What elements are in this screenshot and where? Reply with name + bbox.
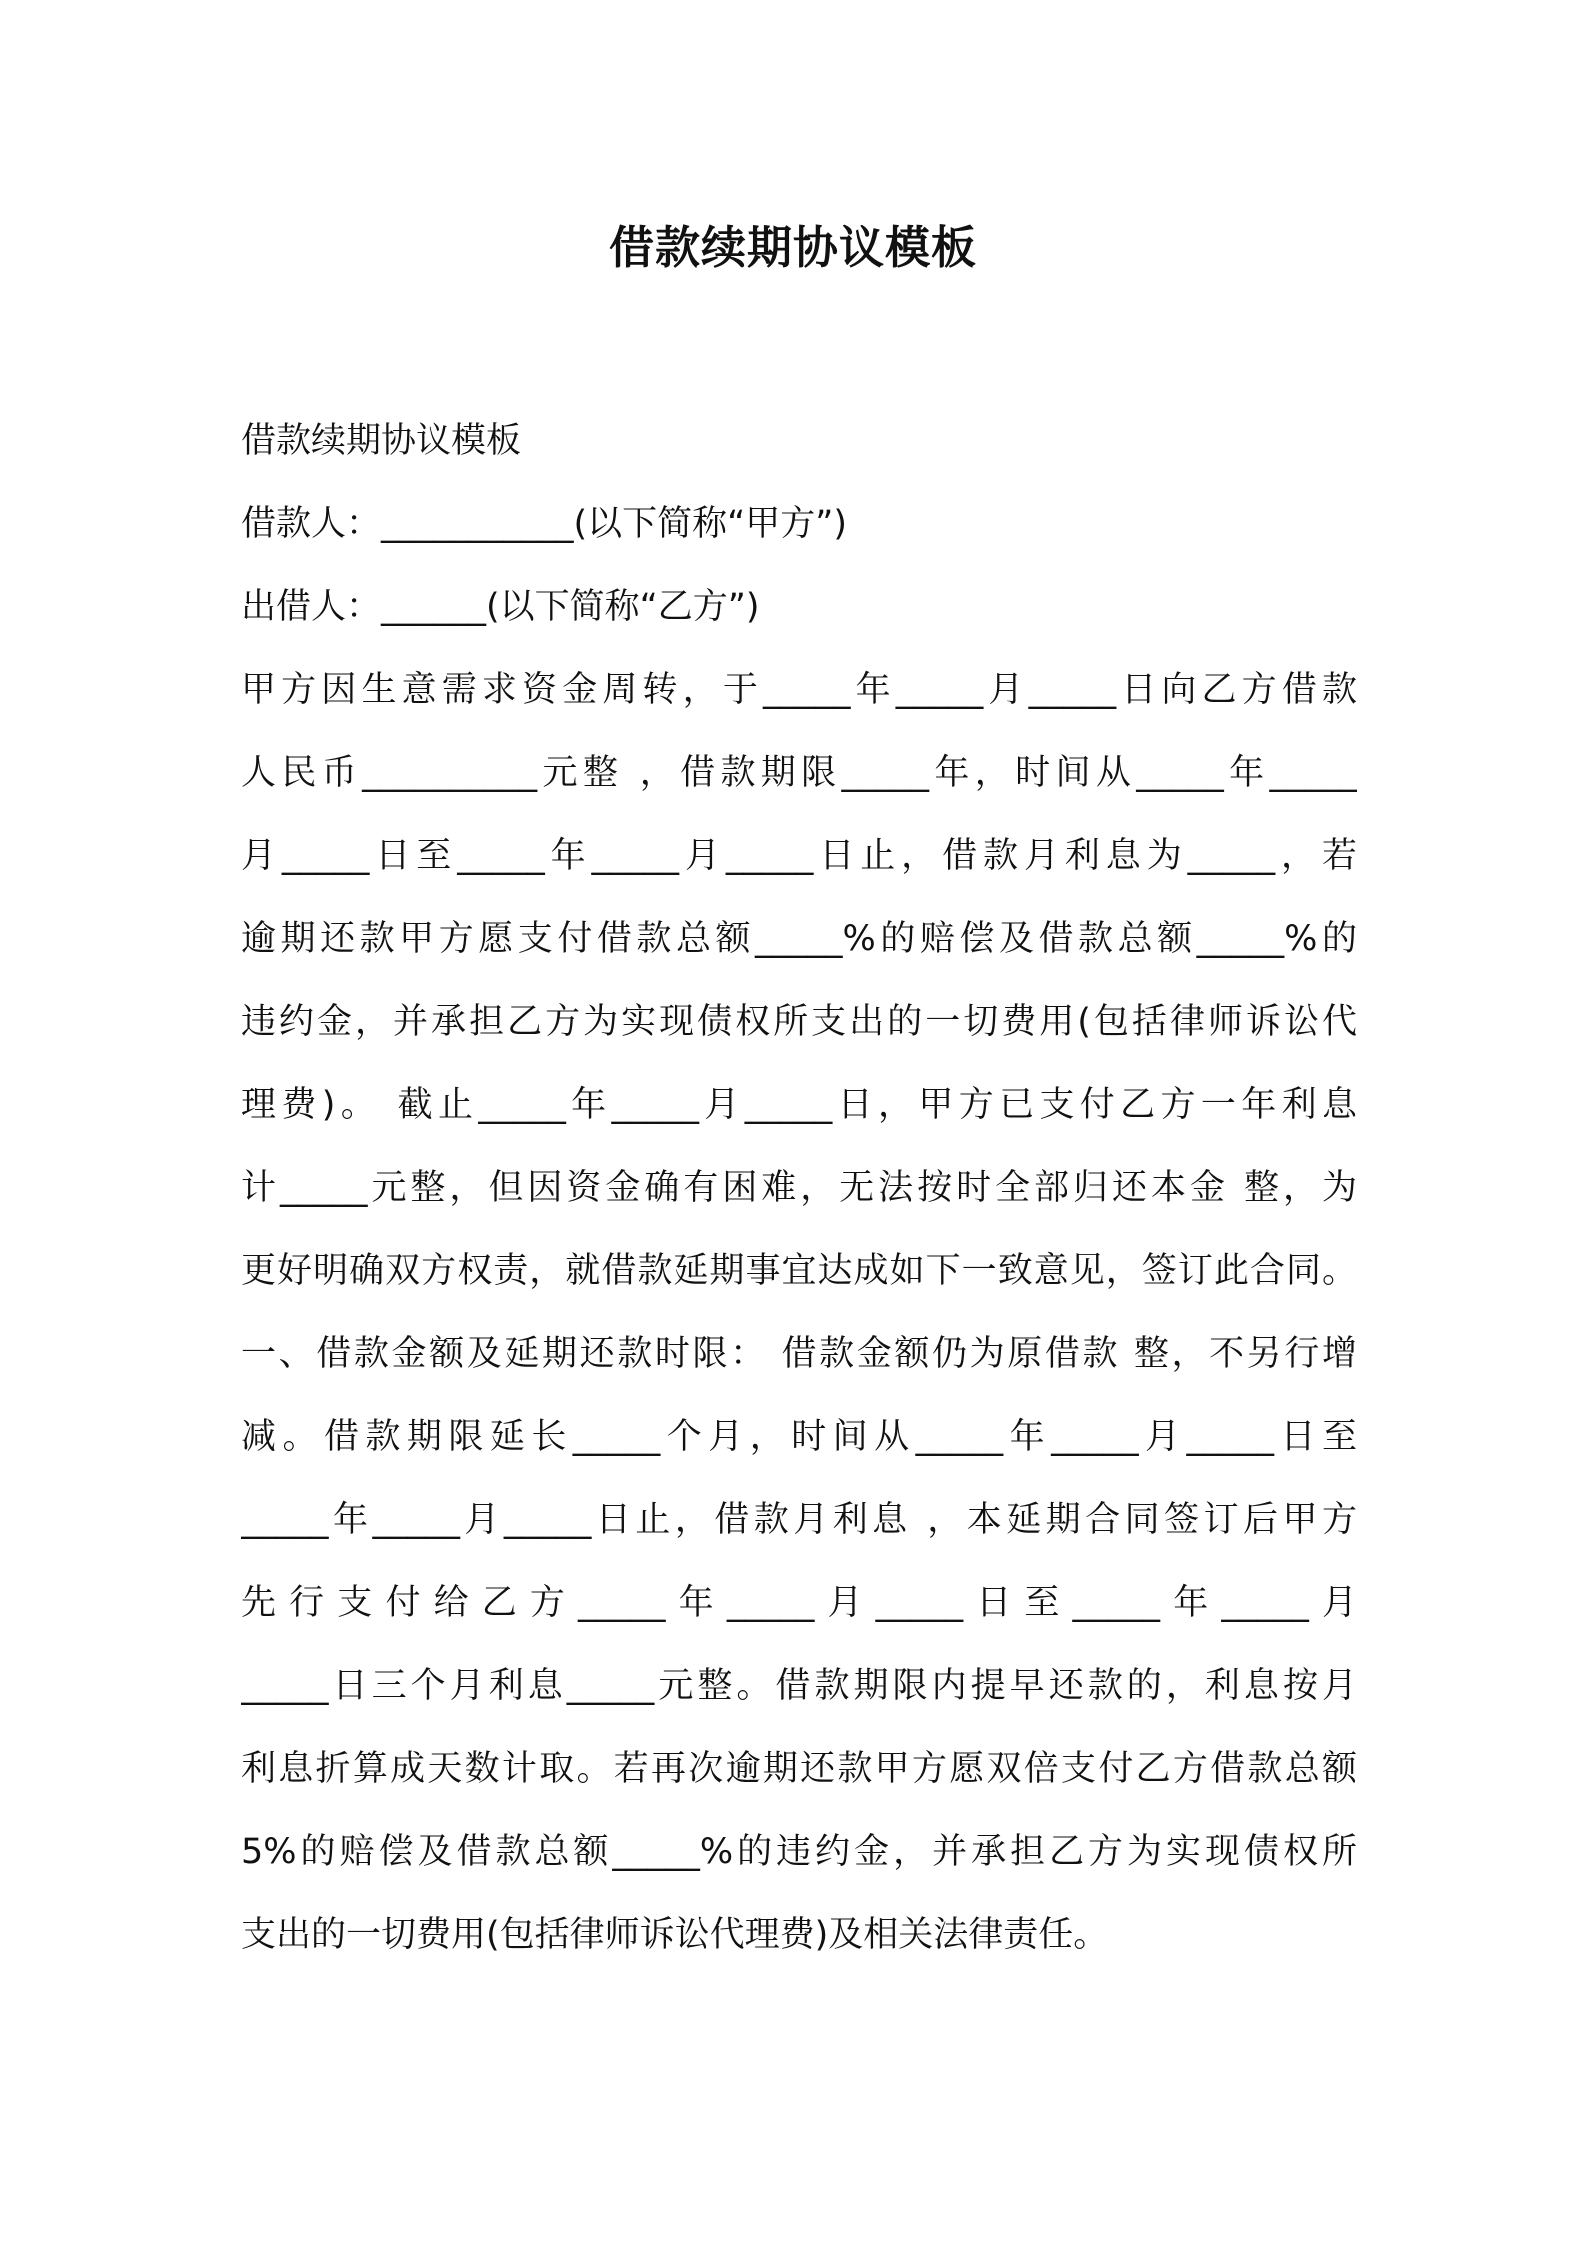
body-line: _____年_____月_____日止，借款月利息 ，本延期合同签订后甲方 [241,1500,1357,1540]
body-line: 更好明确双方权责，就借款延期事宜达成如下一致意见，签订此合同。 [241,1251,1357,1291]
body-line: 违约金，并承担乙方为实现债权所支出的一切费用(包括律师诉讼代 [241,1002,1357,1042]
body-line: 先行支付给乙方_____年_____月_____日至_____年_____月 [241,1583,1357,1623]
body-line-borrower: 借款人：___________(以下简称“甲方”) [241,504,848,544]
body-line: _____日三个月利息_____元整。借款期限内提早还款的，利息按月 [241,1666,1357,1706]
body-line-last: 支出的一切费用(包括律师诉讼代理费)及相关法律责任。 [241,1915,1109,1955]
body-line: 甲方因生意需求资金周转，于_____年_____月_____日向乙方借款 [241,670,1357,710]
body-line: 理费)。 截止_____年_____月_____日，甲方已支付乙方一年利息 [241,1085,1357,1125]
body-line-clause-one: 一、借款金额及延期还款时限： 借款金额仍为原借款 整，不另行增 [241,1334,1357,1374]
body-line: 逾期还款甲方愿支付借款总额_____%的赔偿及借款总额_____%的 [241,919,1357,959]
body-line: 人民币__________元整 ，借款期限_____年，时间从_____年_____ [241,753,1357,793]
body-line-lender: 出借人：______(以下简称“乙方”) [241,587,760,627]
document-body [241,400,1357,1977]
document-title: 借款续期协议模板 [608,221,977,274]
body-line-subtitle: 借款续期协议模板 [241,421,522,461]
body-line: 减。借款期限延长_____个月，时间从_____年_____月_____日至 [241,1417,1357,1457]
body-line: 5%的赔偿及借款总额_____%的违约金，并承担乙方为实现债权所 [241,1832,1357,1872]
body-line: 利息折算成天数计取。若再次逾期还款甲方愿双倍支付乙方借款总额 [241,1749,1357,1789]
body-line: 月_____日至_____年_____月_____日止，借款月利息为_____，若 [241,836,1357,876]
body-line: 计_____元整，但因资金确有困难，无法按时全部归还本金 整，为 [241,1168,1357,1208]
